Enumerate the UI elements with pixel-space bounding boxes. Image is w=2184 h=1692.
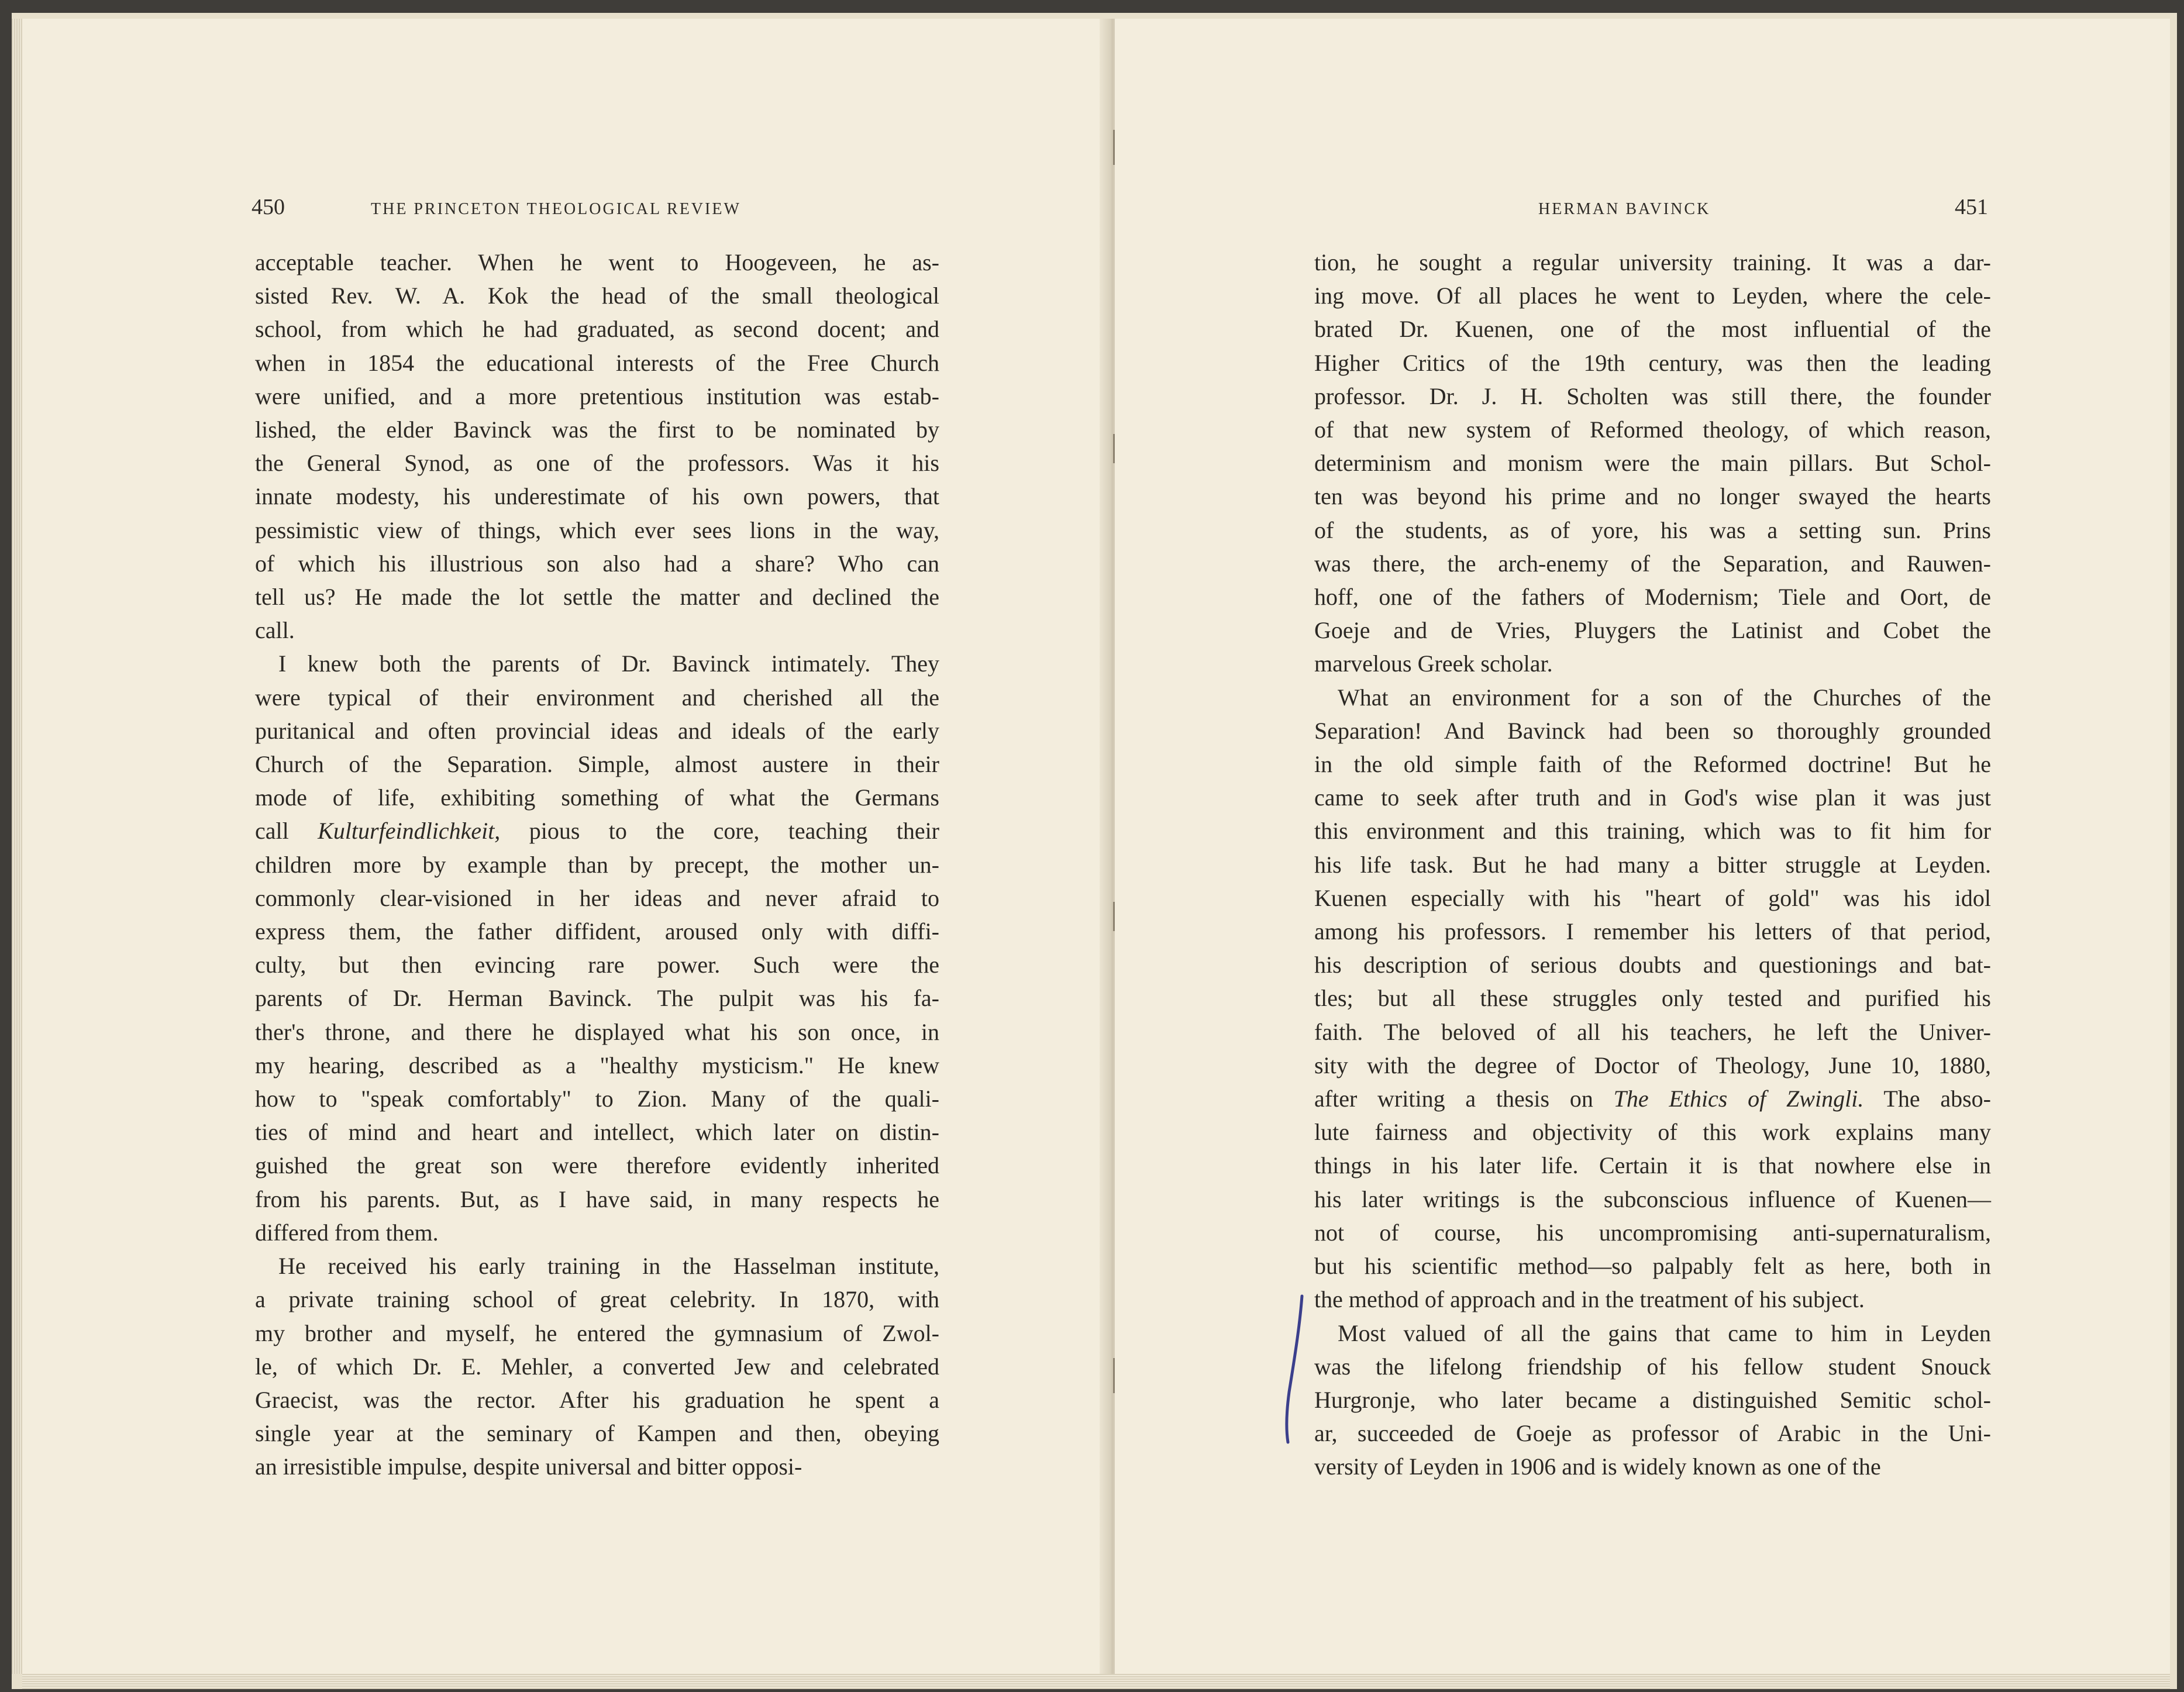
- text-line: Most valued of all the gains that came to him in Leyden: [1338, 1319, 1991, 1346]
- text-line: his later writings is the subconscious influence of Kuenen—: [1314, 1186, 1991, 1212]
- text-line: lished, the elder Bavinck was the first to be nominated by: [255, 416, 939, 443]
- text-line: came to seek after truth and in God's wise plan it was just: [1314, 784, 1991, 811]
- text-line: Graecist, was the rector. After his graduation he spent a: [255, 1386, 939, 1413]
- text-line: his life task. But he had many a bitter struggle at Leyden.: [1314, 851, 1991, 878]
- text-line: my hearing, described as a "healthy mysticism." He knew: [255, 1052, 939, 1078]
- right-page-number: 451: [1955, 195, 1988, 219]
- text-line: of that new system of Reformed theology, of which reason,: [1314, 416, 1991, 443]
- text-line: faith. The beloved of all his teachers, he left the Univer-: [1314, 1018, 1991, 1045]
- text-line: He received his early training in the Hasselman institute,: [278, 1253, 939, 1280]
- text-line: when in 1854 the educational interests of the Free Church: [255, 349, 939, 376]
- text-line: the General Synod, as one of the professors. Was it his: [255, 450, 939, 477]
- text-line: call.: [255, 617, 295, 644]
- text-line: Hurgronje, who later became a distinguished Semitic schol-: [1314, 1386, 1991, 1413]
- text-line: a private training school of great celebrity. In 1870, with: [255, 1286, 939, 1313]
- text-line: culty, but then evincing rare power. Such were the: [255, 952, 939, 978]
- right-running-head: HERMAN BAVINCK: [1538, 200, 1711, 218]
- text-line: things in his later life. Certain it is that nowhere else in: [1314, 1152, 1991, 1179]
- text-line: school, from which he had graduated, as second docent; and: [255, 316, 939, 343]
- text-line: parents of Dr. Herman Bavinck. The pulpit was his fa-: [255, 985, 939, 1012]
- text-line: tell us? He made the lot settle the matter and declined the: [255, 584, 939, 611]
- page-edges-bottom: [22, 1674, 2170, 1689]
- page-edges-left: [12, 19, 22, 1674]
- text-line: ten was beyond his prime and no longer swayed the hearts: [1314, 483, 1991, 510]
- text-line: tles; but all these struggles only tested and purified his: [1314, 985, 1991, 1012]
- text-line: Kuenen especially with his "heart of gold" was his idol: [1314, 884, 1991, 911]
- text-line: was there, the arch-enemy of the Separation, and Rauwen-: [1314, 550, 1991, 577]
- text-line: innate modesty, his underestimate of his own powers, that: [255, 483, 939, 510]
- text-line: his description of serious doubts and questionings and bat-: [1314, 952, 1991, 978]
- text-line: mode of life, exhibiting something of what the Germans: [255, 784, 939, 811]
- text-line: single year at the seminary of Kampen and then, obeying: [255, 1420, 939, 1447]
- text-line: call Kulturfeindlichkeit, pious to the core, teaching their: [255, 818, 940, 845]
- text-line: my brother and myself, he entered the gymnasium of Zwol-: [255, 1319, 939, 1346]
- left-running-head: THE PRINCETON THEOLOGICAL REVIEW: [371, 200, 741, 218]
- text-line: tion, he sought a regular university training. It was a dar-: [1314, 249, 1991, 275]
- text-line: Church of the Separation. Simple, almost austere in their: [255, 751, 939, 778]
- text-line: lute fairness and objectivity of this work explains many: [1314, 1119, 1991, 1146]
- text-line: commonly clear-visioned in her ideas and never afraid to: [255, 884, 939, 911]
- text-line: after writing a thesis on The Ethics of Zwingli. The abso-: [1314, 1086, 1992, 1112]
- text-line: professor. Dr. J. H. Scholten was still there, the founder: [1314, 382, 1991, 409]
- text-line: was the lifelong friendship of his fellow student Snouck: [1314, 1353, 1991, 1380]
- text-line: guished the great son were therefore evidently inherited: [255, 1152, 939, 1179]
- text-line: sity with the degree of Doctor of Theology, June 10, 1880,: [1314, 1052, 1991, 1078]
- text-line: brated Dr. Kuenen, one of the most influential of the: [1314, 316, 1991, 343]
- text-line: differed from them.: [255, 1219, 439, 1246]
- text-line: an irresistible impulse, despite universal and bitter opposi-: [255, 1453, 802, 1480]
- text-line: from his parents. But, as I have said, in many respects he: [255, 1186, 939, 1212]
- text-line: this environment and this training, which was to fit him for: [1314, 818, 1991, 845]
- text-line: Goeje and de Vries, Pluygers the Latinist and Cobet the: [1314, 617, 1991, 644]
- text-line: children more by example than by precept, the mother un-: [255, 851, 939, 878]
- text-line: pessimistic view of things, which ever sees lions in the way,: [255, 516, 939, 543]
- text-line: I knew both the parents of Dr. Bavinck intimately. They: [278, 650, 939, 677]
- text-line: Separation! And Bavinck had been so thoroughly grounded: [1314, 717, 1991, 744]
- text-line: What an environment for a son of the Churches of the: [1338, 684, 1991, 711]
- text-line: ing move. Of all places he went to Leyden, where the cele-: [1314, 282, 1991, 309]
- text-line: acceptable teacher. When he went to Hoogeveen, he as-: [255, 249, 939, 275]
- text-line: Higher Critics of the 19th century, was then the leading: [1314, 349, 1991, 376]
- text-line: not of course, his uncompromising anti-supernaturalism,: [1314, 1219, 1991, 1246]
- text-line: marvelous Greek scholar.: [1314, 650, 1553, 677]
- left-body-text: [255, 246, 939, 1484]
- left-page-number: 450: [252, 195, 285, 219]
- text-line: express them, the father diffident, aroused only with diffi-: [255, 918, 939, 945]
- pencil-margin-mark: [1276, 1293, 1317, 1445]
- text-line: ther's throne, and there he displayed what his son once, in: [255, 1018, 939, 1045]
- text-line: ar, succeeded de Goeje as professor of Arabic in the Uni-: [1314, 1420, 1991, 1447]
- text-line: the method of approach and in the treatment of his subject.: [1314, 1286, 1865, 1313]
- right-page: [1115, 19, 2170, 1674]
- text-line: were typical of their environment and cherished all the: [255, 684, 939, 711]
- text-line: puritanical and often provincial ideas and ideals of the early: [255, 717, 939, 744]
- text-line: were unified, and a more pretentious institution was estab-: [255, 382, 939, 409]
- text-line: sisted Rev. W. A. Kok the head of the small theological: [255, 282, 939, 309]
- text-line: ties of mind and heart and intellect, which later on distin-: [255, 1119, 939, 1146]
- text-line: hoff, one of the fathers of Modernism; Tiele and Oort, de: [1314, 584, 1991, 611]
- left-page: [22, 19, 1110, 1674]
- text-line: versity of Leyden in 1906 and is widely known as one of the: [1314, 1453, 1881, 1480]
- text-line: among his professors. I remember his letters of that period,: [1314, 918, 1991, 945]
- open-book: [12, 13, 2177, 1689]
- text-line: of which his illustrious son also had a share? Who can: [255, 550, 939, 577]
- text-line: in the old simple faith of the Reformed doctrine! But he: [1314, 751, 1991, 778]
- text-line: how to "speak comfortably" to Zion. Many of the quali-: [255, 1086, 939, 1112]
- right-body-text: [1314, 246, 1991, 1484]
- text-line: le, of which Dr. E. Mehler, a converted Jew and celebrated: [255, 1353, 939, 1380]
- text-line: but his scientific method—so palpably felt as here, both in: [1314, 1253, 1991, 1280]
- text-line: determinism and monism were the main pillars. But Schol-: [1314, 450, 1991, 477]
- text-line: of the students, as of yore, his was a setting sun. Prins: [1314, 516, 1991, 543]
